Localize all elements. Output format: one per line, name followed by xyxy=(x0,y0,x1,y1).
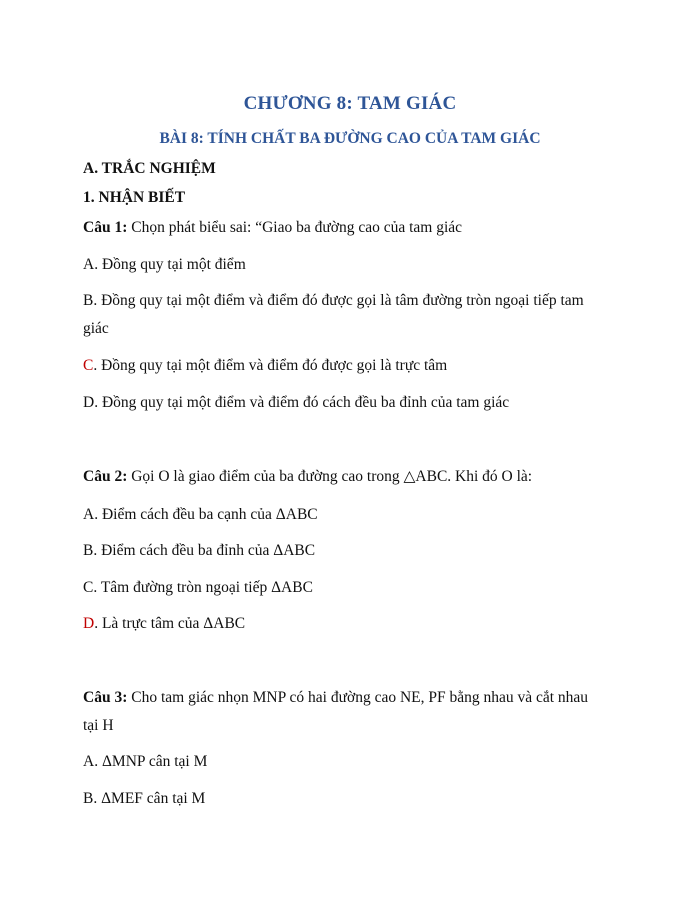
option-letter: B xyxy=(83,292,94,309)
option-text: . Đồng quy tại một điểm và điểm đó được gọi là trực tâm xyxy=(93,357,448,374)
subsection-heading: 1. NHẬN BIẾT xyxy=(83,189,186,206)
option-letter: C xyxy=(83,579,94,596)
option-letter: A xyxy=(83,256,95,273)
option-text: . Điểm cách đều ba cạnh của ΔABC xyxy=(94,506,318,523)
option-text: . Đồng quy tại một điểm xyxy=(94,256,246,273)
option-letter: A xyxy=(83,753,95,770)
lesson-title: BÀI 8: TÍNH CHẤT BA ĐƯỜNG CAO CỦA TAM GIÁC xyxy=(159,130,541,147)
question-1-option-a xyxy=(83,255,623,275)
question-3-option-a xyxy=(83,752,623,772)
question-2-option-a xyxy=(83,505,623,525)
option-letter: B xyxy=(83,542,94,559)
question-text: Cho tam giác nhọn MNP có hai đường cao NE, PF bằng nhau và cắt nhau xyxy=(127,689,589,706)
question-label: Câu 3: xyxy=(83,689,128,706)
option-text: . ΔMEF cân tại M xyxy=(93,790,206,807)
option-text: . ΔMNP cân tại M xyxy=(94,753,208,770)
option-letter: B xyxy=(83,790,94,807)
question-2-option-b xyxy=(83,541,623,561)
option-text: . Đồng quy tại một điểm và điểm đó được gọi là tâm đường tròn ngoại tiếp tam xyxy=(93,292,584,309)
option-letter-correct: C xyxy=(83,357,94,374)
question-2 xyxy=(83,467,623,487)
question-1-option-b xyxy=(83,291,623,311)
option-letter: D xyxy=(83,394,95,411)
question-label: Câu 2: xyxy=(83,468,128,485)
option-text: . Đồng quy tại một điểm và điểm đó cách đều ba đỉnh của tam giác xyxy=(94,394,510,411)
section-heading: A. TRẮC NGHIỆM xyxy=(83,160,216,177)
option-text: . Điểm cách đều ba đỉnh của ΔABC xyxy=(93,542,316,559)
option-text: . Là trực tâm của ΔABC xyxy=(94,615,246,632)
option-text: . Tâm đường tròn ngoại tiếp ΔABC xyxy=(93,579,313,596)
question-2-option-d xyxy=(83,614,623,634)
question-1-option-b-continuation: giác xyxy=(83,320,109,337)
question-text: Gọi O là giao điểm của ba đường cao trong △ABC. Khi đó O là: xyxy=(127,468,533,485)
question-2-option-c xyxy=(83,578,623,598)
chapter-title: CHƯƠNG 8: TAM GIÁC xyxy=(243,93,457,114)
question-1-option-d xyxy=(83,393,623,413)
question-3-continuation: tại H xyxy=(83,717,114,734)
question-3-option-b xyxy=(83,789,623,809)
option-letter-correct: D xyxy=(83,615,95,632)
question-1 xyxy=(83,218,623,238)
question-text: Chọn phát biểu sai: “Giao ba đường cao của tam giác xyxy=(127,219,463,236)
question-1-option-c xyxy=(83,356,623,376)
question-label: Câu 1: xyxy=(83,219,128,236)
option-letter: A xyxy=(83,506,95,523)
question-3 xyxy=(83,688,623,708)
